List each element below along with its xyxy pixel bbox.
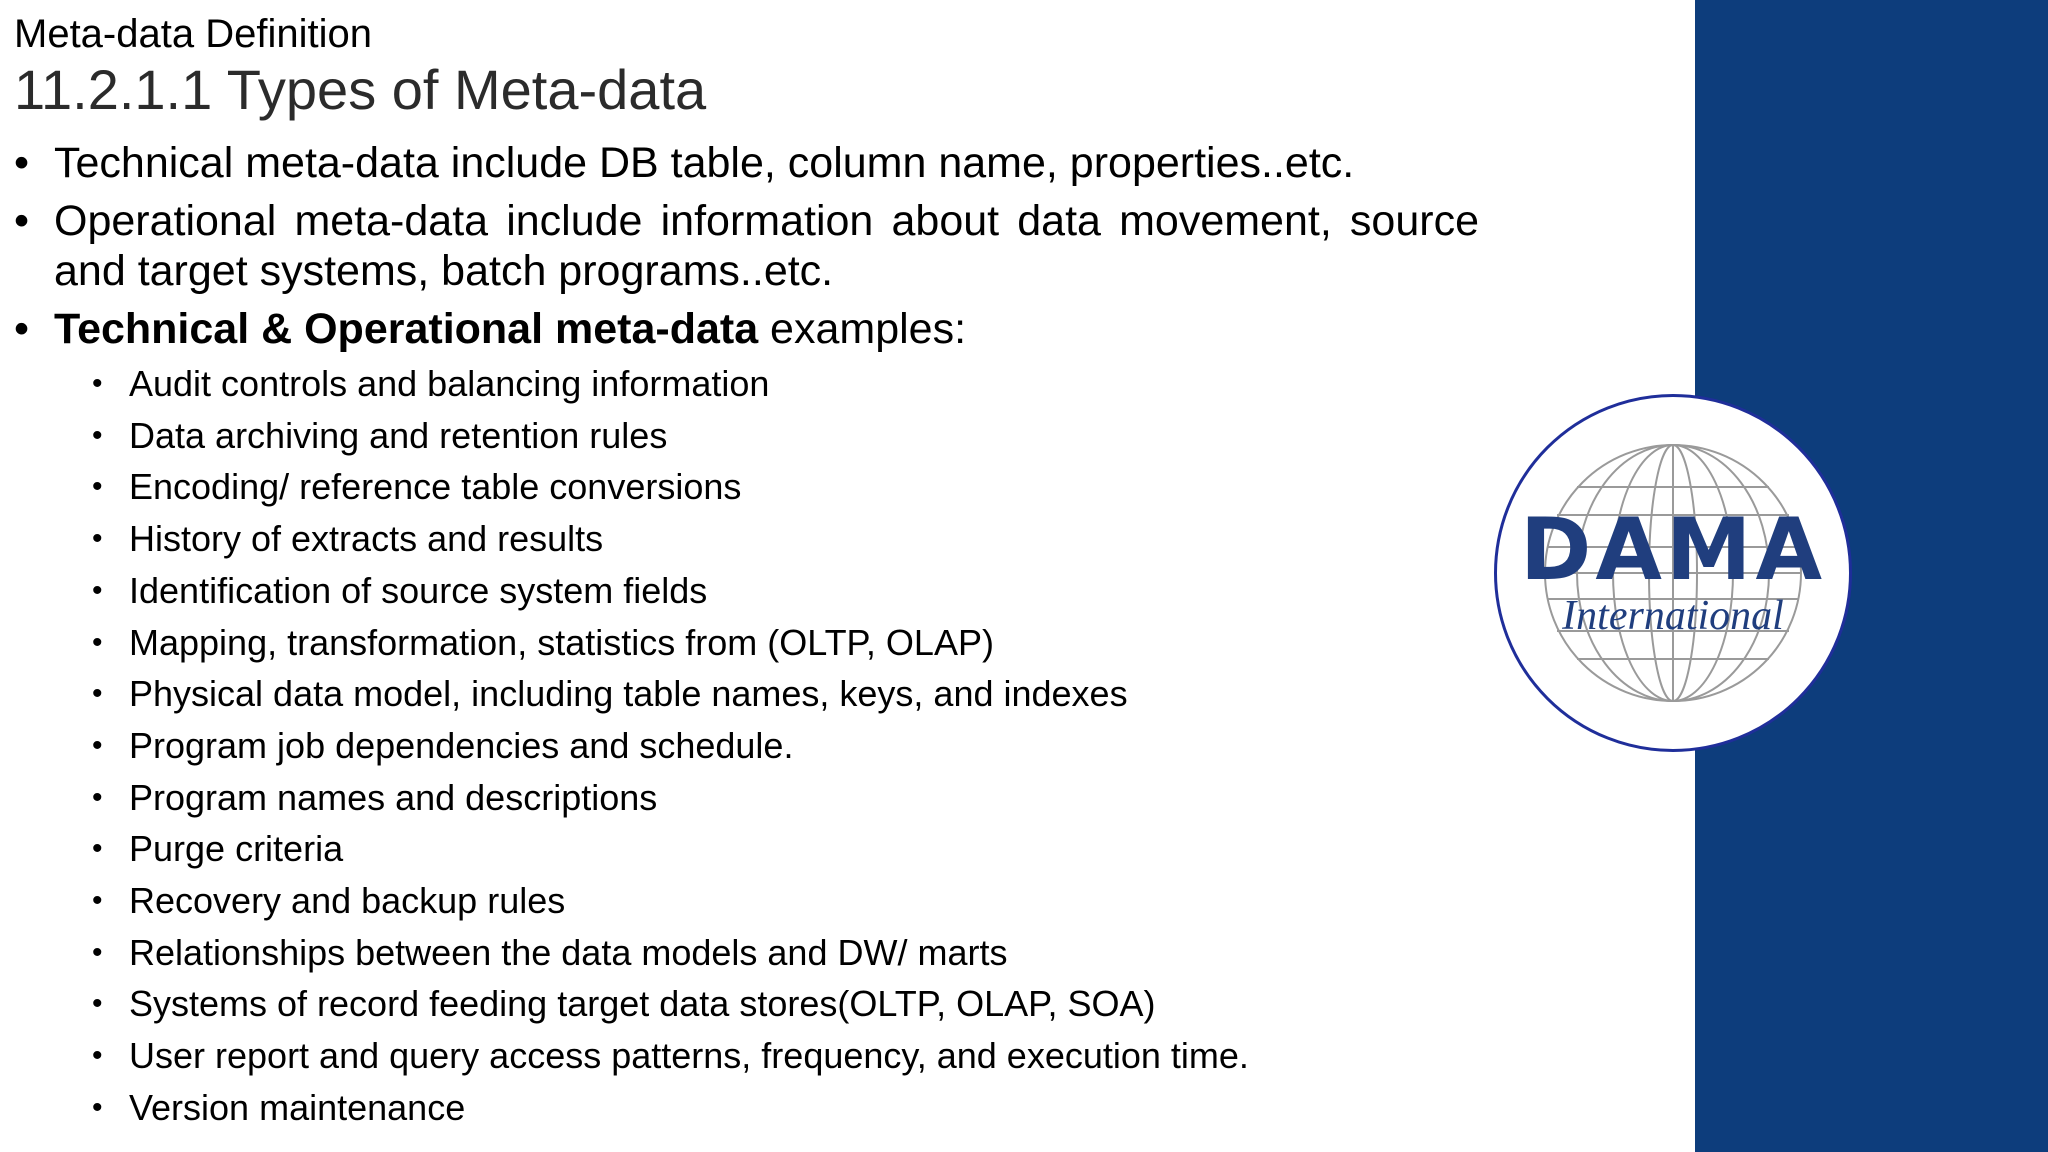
sub-bullet: • Data archiving and retention rules	[14, 410, 1479, 462]
sub-bullet: • Relationships between the data models and DW/ marts	[14, 927, 1479, 979]
bullet-operational	[14, 196, 1479, 296]
bullet-bold-text: Technical & Operational meta-data	[54, 305, 759, 353]
bullet-list	[14, 138, 1479, 1142]
sub-bullet: • Recovery and backup rules	[14, 875, 1479, 927]
bullet-technical	[14, 138, 1479, 188]
sub-bullet: • Purge criteria	[14, 823, 1479, 875]
bullet-text: Technical meta-data include DB table, column name, properties..etc.	[54, 139, 1355, 187]
sub-bullet: • User report and query access patterns, frequency, and execution time.	[14, 1030, 1479, 1082]
dama-logo	[1494, 394, 1852, 752]
sub-bullet: • Mapping, transformation, statistics from (OLTP, OLAP)	[14, 617, 1479, 669]
bullet-examples	[14, 304, 1479, 1134]
slide-title: 11.2.1.1 Types of Meta-data	[14, 58, 707, 121]
bullet-text: Operational meta-data include information about data movement, source and target systems, batch programs..etc.	[54, 197, 1479, 295]
slide-supertitle: Meta-data Definition	[14, 12, 372, 56]
sub-bullet: • History of extracts and results	[14, 513, 1479, 565]
sub-bullet: • Program job dependencies and schedule.	[14, 720, 1479, 772]
bullet-text: examples:	[758, 305, 967, 353]
sub-bullet: • Physical data model, including table names, keys, and indexes	[14, 668, 1479, 720]
logo-wordmark: DAMA	[1519, 500, 1827, 600]
sub-bullet: • Identification of source system fields	[14, 565, 1479, 617]
sub-bullet: • Encoding/ reference table conversions	[14, 461, 1479, 513]
logo-subtitle: International	[1562, 593, 1784, 639]
sub-bullet: • Audit controls and balancing information	[14, 358, 1479, 410]
example-sub-list	[54, 358, 1479, 1134]
sub-bullet: • Program names and descriptions	[14, 772, 1479, 824]
sub-bullet: • Systems of record feeding target data stores(OLTP, OLAP, SOA)	[14, 978, 1479, 1030]
sub-bullet: • Version maintenance	[14, 1082, 1479, 1134]
